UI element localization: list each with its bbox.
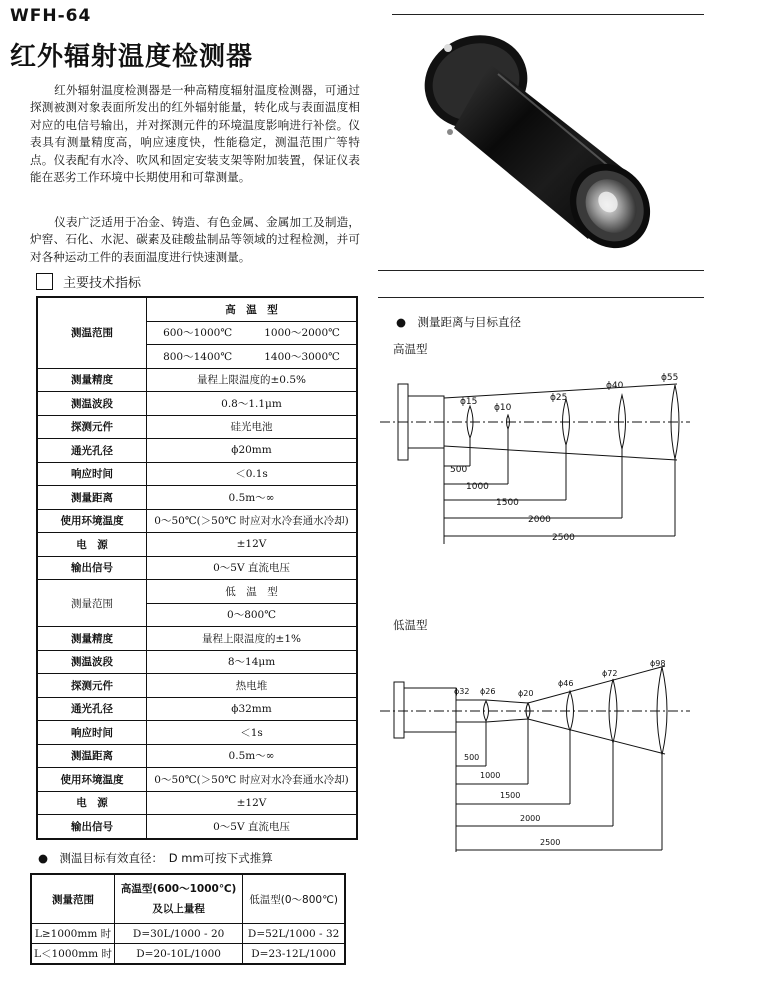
beam-edge <box>486 700 528 703</box>
spec-label: 电 源 <box>37 791 147 815</box>
spec-value: ＜1s <box>147 721 358 745</box>
distance-label: 500 <box>450 465 468 475</box>
table-row <box>37 556 357 580</box>
beam-edge <box>528 719 665 754</box>
formula-header-line: 高温型(600～1000℃) <box>120 883 237 895</box>
diameter-label: ϕ26 <box>480 687 496 696</box>
spec-value: 0～5V 直流电压 <box>147 556 358 580</box>
table-row <box>37 439 357 463</box>
table-row <box>37 744 357 768</box>
spec-value: 0～50℃(＞50℃ 时应对水冷套通水冷却) <box>147 768 358 792</box>
distance-label: 2500 <box>540 838 561 847</box>
diagram-heading: ● 测量距离与目标直径 <box>396 315 522 329</box>
spec-label: 测温波段 <box>37 650 147 674</box>
spec-section-heading <box>36 272 141 291</box>
spec-label: 响应时间 <box>37 721 147 745</box>
detector-photo <box>418 24 666 264</box>
spec-label: 电 源 <box>37 533 147 557</box>
table-row <box>31 874 345 924</box>
spec-label: 通光孔径 <box>37 697 147 721</box>
table-row <box>37 627 357 651</box>
spec-value: ±12V <box>147 791 358 815</box>
spec-value: 0～5V 直流电压 <box>147 815 358 839</box>
table-row <box>37 791 357 815</box>
table-row <box>37 533 357 557</box>
checkbox-square-icon <box>36 273 53 290</box>
table-row <box>37 462 357 486</box>
spec-label: 测量距离 <box>37 486 147 510</box>
spec-value: ϕ32mm <box>147 697 358 721</box>
distance-label: 1500 <box>496 498 519 508</box>
formula-table <box>30 873 346 965</box>
table-row <box>37 674 357 698</box>
intro-paragraph-2: 仪表广泛适用于冶金、铸造、有色金属、金属加工及制造，炉窖、石化、水泥、碳素及硅酸盐制品等领域的过程检测，并可对各种运动工件的表面温度进行快速测量。 <box>30 215 360 264</box>
model-number: WFH-64 <box>10 6 92 26</box>
spec-label: 测温波段 <box>37 392 147 416</box>
flange-shape <box>394 682 404 738</box>
target-diameter-note: ● 测温目标有效直径： D mm可按下式推算 <box>38 851 273 865</box>
formula-header-line: 及以上量程 <box>152 903 205 915</box>
range-pair-1 <box>147 321 358 345</box>
diameter-label: ϕ55 <box>661 373 679 383</box>
spec-value: 量程上限温度的±1% <box>147 627 358 651</box>
diameter-label: ϕ98 <box>650 659 666 668</box>
low-type-label: 低 温 型 <box>147 580 358 604</box>
spec-label: 响应时间 <box>37 462 147 486</box>
spec-label: 探测元件 <box>37 674 147 698</box>
distance-label: 1000 <box>480 771 501 780</box>
formula-low: D=23-12L/1000 <box>243 944 345 965</box>
spec-value: ＜0.1s <box>147 462 358 486</box>
table-row <box>37 815 357 839</box>
spec-label: 测温距离 <box>37 744 147 768</box>
range-value: 1000～2000℃ <box>264 327 340 340</box>
distance-label: 2500 <box>552 533 575 543</box>
distance-label: 2000 <box>520 814 541 823</box>
spec-value: 量程上限温度的±0.5% <box>147 368 358 392</box>
diameter-label: ϕ10 <box>494 403 512 413</box>
formula-low: D=52L/1000 - 32 <box>243 924 345 944</box>
range-label-low: 测量范围 <box>37 580 147 627</box>
spec-value: 8～14μm <box>147 650 358 674</box>
high-type-label: 高 温 型 <box>147 297 358 321</box>
formula-header <box>115 874 243 924</box>
range-label-high: 测温范围 <box>37 297 147 368</box>
range-value: 0～800℃ <box>147 603 358 627</box>
beam-edge <box>444 446 677 460</box>
beam-edge <box>528 666 665 703</box>
page-title: 红外辐射温度检测器 <box>10 42 254 72</box>
formula-range: L＜1000mm 时 <box>31 944 115 965</box>
table-row <box>37 721 357 745</box>
spec-value: 热电堆 <box>147 674 358 698</box>
table-row <box>37 697 357 721</box>
spec-value: ±12V <box>147 533 358 557</box>
diameter-label: ϕ46 <box>558 679 574 688</box>
spec-label: 测量精度 <box>37 368 147 392</box>
table-row <box>37 768 357 792</box>
diameter-label: ϕ20 <box>518 689 534 698</box>
spec-value: 0.5m～∞ <box>147 744 358 768</box>
formula-high: D=30L/1000 - 20 <box>115 924 243 944</box>
intro-paragraph-1: 红外辐射温度检测器是一种高精度辐射温度检测器，可通过探测被测对象表面所发出的红外辐射能量，转化成与表面温度相对应的电信号输出，并对探测元件的环境温度影响进行补偿。仪表具有测量精度高，响应速度快，性能稳定，测温范围广等特点。仪表配有水冷、吹风和固定安装支架等附加装置，保证仪表能在恶劣工作环境中长期使用和可靠测量。 <box>30 83 360 185</box>
table-row <box>37 297 357 321</box>
table-row <box>37 509 357 533</box>
spec-table <box>36 296 358 840</box>
top-rule <box>392 14 704 15</box>
spec-label: 探测元件 <box>37 415 147 439</box>
formula-header: 测量范围 <box>31 874 115 924</box>
distance-label: 500 <box>464 753 480 762</box>
range-value: 600～1000℃ <box>163 327 233 340</box>
beam-edge <box>486 719 528 722</box>
diameter-label: ϕ72 <box>602 669 618 678</box>
spec-label: 输出信号 <box>37 556 147 580</box>
spec-value: 硅光电池 <box>147 415 358 439</box>
spec-value: 0.5m～∞ <box>147 486 358 510</box>
diagram-top-rule <box>378 297 704 298</box>
diameter-label: ϕ40 <box>606 381 624 391</box>
range-pair-2 <box>147 345 358 369</box>
spec-label: 使用环境温度 <box>37 509 147 533</box>
table-row <box>37 650 357 674</box>
high-type-diagram <box>380 362 700 552</box>
photo-bottom-rule <box>378 270 704 271</box>
table-row <box>37 415 357 439</box>
formula-high: D=20-10L/1000 <box>115 944 243 965</box>
range-value: 800～1400℃ <box>163 350 233 363</box>
spec-label: 通光孔径 <box>37 439 147 463</box>
table-row <box>37 368 357 392</box>
diameter-label: ϕ15 <box>460 397 478 407</box>
range-value: 1400～3000℃ <box>264 350 340 363</box>
table-row <box>37 486 357 510</box>
detector-body-shape <box>404 688 456 732</box>
diameter-label: ϕ32 <box>454 687 470 696</box>
formula-header: 低温型(0～800℃) <box>243 874 345 924</box>
distance-label: 1500 <box>500 791 521 800</box>
formula-range: L≥1000mm 时 <box>31 924 115 944</box>
low-type-diagram-label: 低温型 <box>393 618 428 632</box>
table-row <box>37 392 357 416</box>
spec-label: 使用环境温度 <box>37 768 147 792</box>
diameter-label: ϕ25 <box>550 393 568 403</box>
table-row <box>31 924 345 944</box>
spec-value: 0～50℃(＞50℃ 时应对水冷套通水冷却) <box>147 509 358 533</box>
spec-value: ϕ20mm <box>147 439 358 463</box>
spec-label: 输出信号 <box>37 815 147 839</box>
distance-label: 1000 <box>466 482 489 492</box>
spec-value: 0.8～1.1μm <box>147 392 358 416</box>
table-row <box>37 580 357 604</box>
table-row <box>31 944 345 965</box>
high-type-diagram-label: 高温型 <box>393 342 428 356</box>
spec-heading-text: 主要技术指标 <box>63 276 142 291</box>
spec-label: 测量精度 <box>37 627 147 651</box>
distance-label: 2000 <box>528 515 551 525</box>
low-type-diagram <box>380 656 700 856</box>
